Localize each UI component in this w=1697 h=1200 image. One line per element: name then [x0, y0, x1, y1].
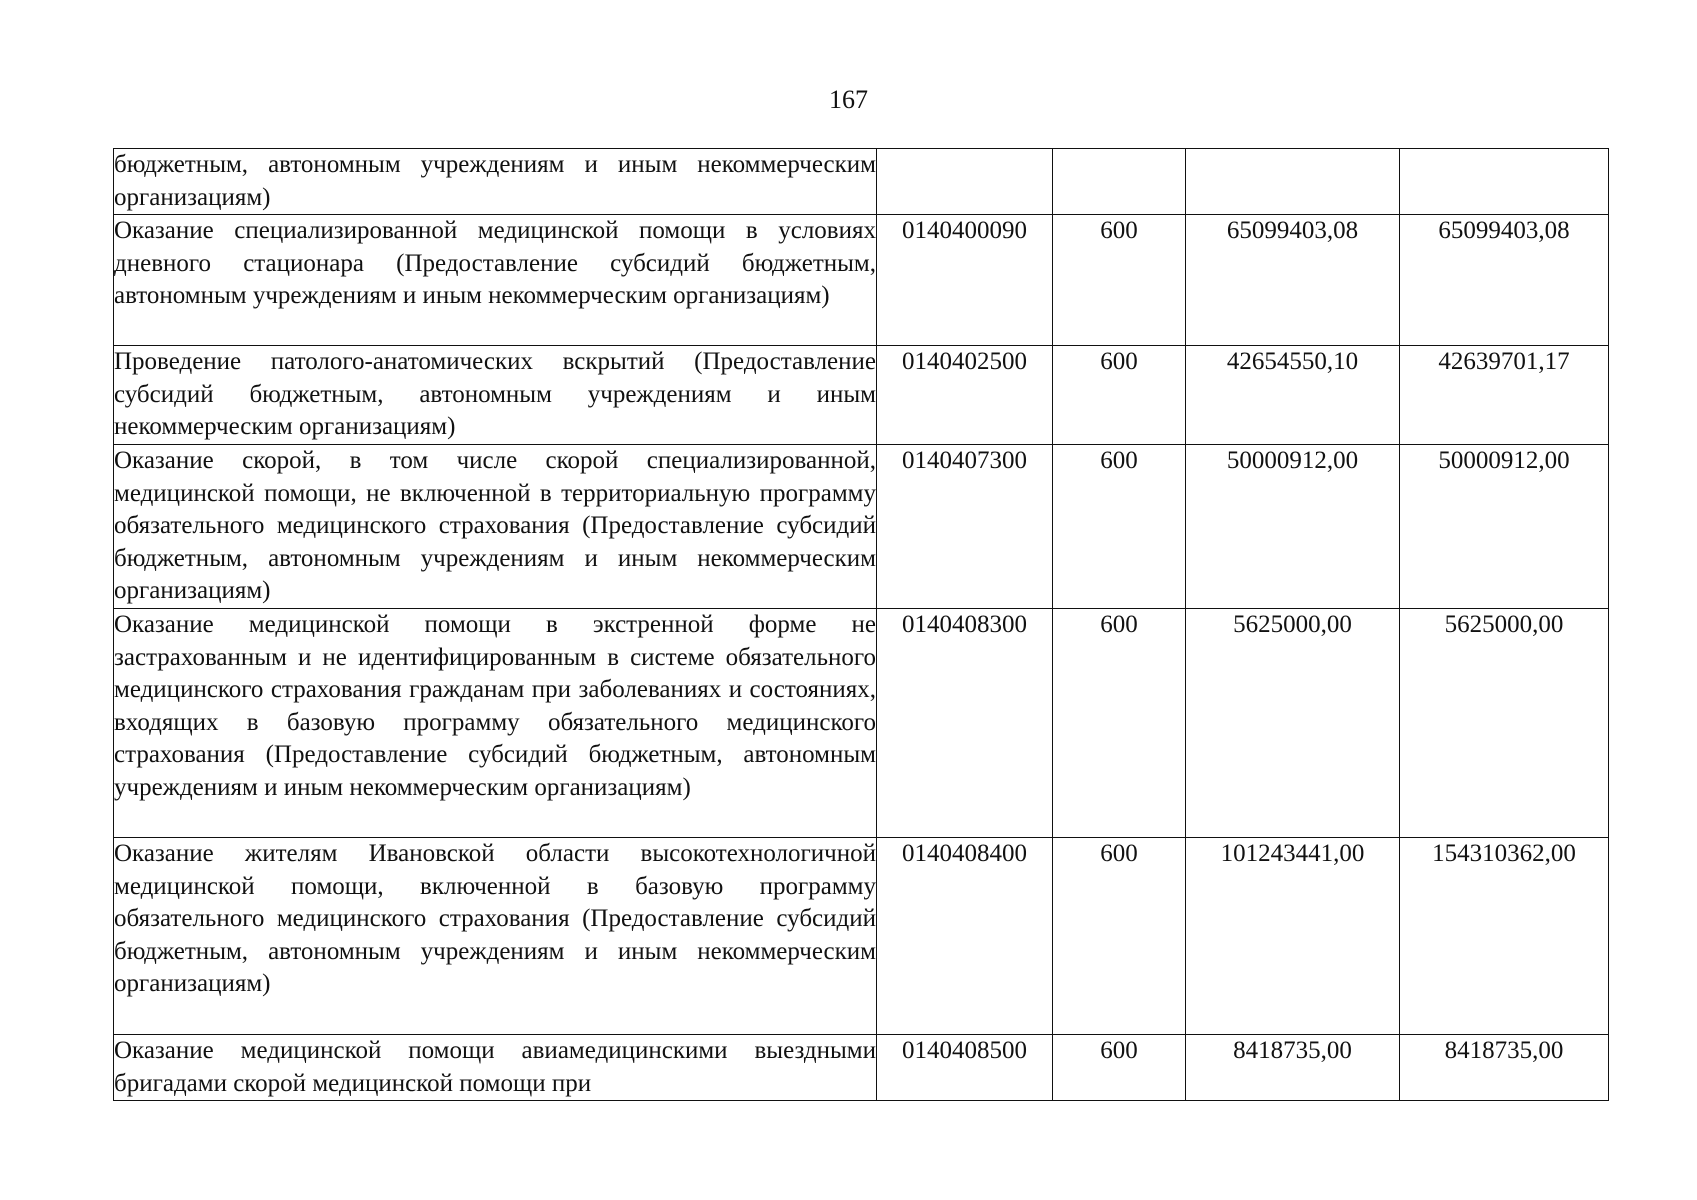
row-amount-2: 5625000,00: [1400, 608, 1609, 837]
budget-table: [113, 148, 1609, 1101]
row-code: [877, 149, 1053, 215]
row-amount-2: 154310362,00: [1400, 837, 1609, 1034]
row-code: 0140408400: [877, 837, 1053, 1034]
table-row: [114, 1034, 1609, 1100]
row-amount-2: 8418735,00: [1400, 1034, 1609, 1100]
row-description: Проведение патолого-анатомических вскрытий (Предоставление субсидий бюджетным, автономным учреждениям и иным некоммерческим организациям): [114, 346, 877, 445]
table-row: [114, 149, 1609, 215]
table-row: [114, 608, 1609, 837]
row-code: 0140408300: [877, 608, 1053, 837]
row-amount-1: 65099403,08: [1186, 215, 1400, 346]
table-row: [114, 444, 1609, 608]
table-row: [114, 215, 1609, 346]
row-amount-1: 42654550,10: [1186, 346, 1400, 445]
row-amount-2: 42639701,17: [1400, 346, 1609, 445]
page-number: 167: [829, 85, 868, 114]
row-code: 0140408500: [877, 1034, 1053, 1100]
row-code: 0140407300: [877, 444, 1053, 608]
row-description: Оказание жителям Ивановской области высокотехнологичной медицинской помощи, включенной в базовую программу обязательного медицинского страхования (Предоставление субсидий бюджетным, автономным учреждениям и иным некоммерческим организациям): [114, 837, 877, 1034]
row-amount-2: 50000912,00: [1400, 444, 1609, 608]
row-code: 0140400090: [877, 215, 1053, 346]
row-amount-2: 65099403,08: [1400, 215, 1609, 346]
row-description: Оказание специализированной медицинской помощи в условиях дневного стационара (Предоставление субсидий бюджетным, автономным учреждениям и иным некоммерческим организациям): [114, 215, 877, 346]
row-type: 600: [1053, 837, 1186, 1034]
row-code: 0140402500: [877, 346, 1053, 445]
table-row: [114, 837, 1609, 1034]
row-description: бюджетным, автономным учреждениям и иным некоммерческим организациям): [114, 149, 877, 215]
table-row: [114, 346, 1609, 445]
row-type: 600: [1053, 608, 1186, 837]
row-amount-1: [1186, 149, 1400, 215]
row-amount-1: 5625000,00: [1186, 608, 1400, 837]
row-type: 600: [1053, 1034, 1186, 1100]
row-amount-1: 101243441,00: [1186, 837, 1400, 1034]
row-description: Оказание скорой, в том числе скорой специализированной, медицинской помощи, не включенной в территориальную программу обязательного медицинского страхования (Предоставление субсидий бюджетным, автономным учреждениям и иным некоммерческим организациям): [114, 444, 877, 608]
row-type: 600: [1053, 444, 1186, 608]
row-description: Оказание медицинской помощи в экстренной форме не застрахованным и не идентифицированным в системе обязательного медицинского страхования гражданам при заболеваниях и состояниях, входящих в базовую программу обязательного медицинского страхования (Предоставление субсидий бюджетным, автономным учреждениям и иным некоммерческим организациям): [114, 608, 877, 837]
row-amount-1: 50000912,00: [1186, 444, 1400, 608]
row-amount-2: [1400, 149, 1609, 215]
row-type: 600: [1053, 346, 1186, 445]
row-description: Оказание медицинской помощи авиамедицинскими выездными бригадами скорой медицинской помощи при: [114, 1034, 877, 1100]
row-type: [1053, 149, 1186, 215]
row-amount-1: 8418735,00: [1186, 1034, 1400, 1100]
row-type: 600: [1053, 215, 1186, 346]
